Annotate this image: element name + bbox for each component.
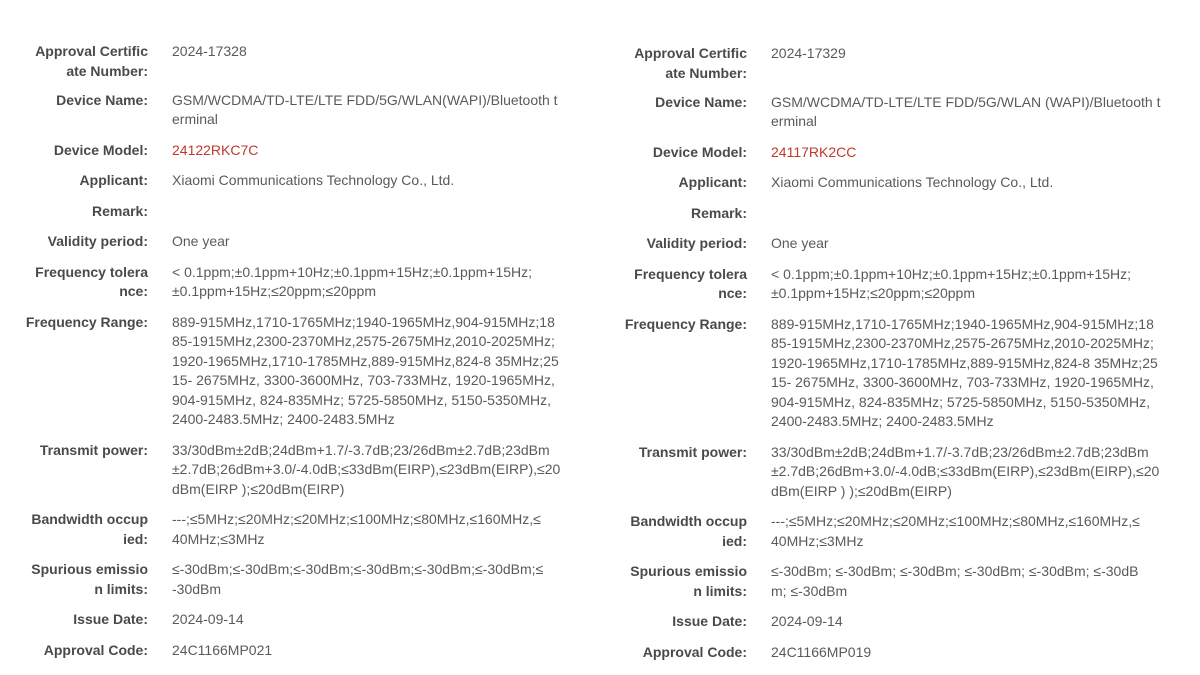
validity-label: Validity period:: [47, 233, 148, 249]
transmit-power-value: 33/30dBm±2dB;24dBm+1.7/-3.7dB;23/26dBm±2.7dB;23dBm ±2.7dB;26dBm+3.0/-4.0dB;≤33dBm(EIRP),≤23dBm(EIRP),≤20 dBm(EIRP ) );≤20dBm(EIRP): [771, 443, 1160, 499]
device-name-value: GSM/WCDMA/TD-LTE/LTE FDD/5G/WLAN (WAPI)/Bluetooth t erminal: [771, 93, 1161, 129]
bandwidth-label: Bandwidth occup ied:: [31, 511, 148, 547]
approval-code-value: 24C1166MP019: [771, 643, 872, 660]
device-name-row: [14, 91, 580, 130]
bandwidth-row: [613, 512, 1188, 551]
applicant-label: Applicant:: [79, 172, 148, 188]
remark-row: [613, 204, 1188, 224]
device-model-value: 24117RK2CC: [771, 143, 857, 160]
frequency-range-row: [14, 313, 580, 430]
validity-value: One year: [172, 233, 230, 249]
device-name-label: Device Name:: [655, 93, 747, 110]
transmit-power-label: Transmit power:: [638, 443, 747, 460]
device-model-label: Device Model:: [652, 143, 747, 160]
validity-row: [14, 232, 580, 252]
approval-code-value: 24C1166MP021: [172, 641, 273, 658]
validity-row: [613, 234, 1188, 254]
applicant-row: [613, 173, 1188, 193]
bandwidth-value: ---;≤5MHz;≤20MHz;≤20MHz;≤100MHz;≤80MHz,≤160MHz,≤ 40MHz;≤3MHz: [771, 513, 1140, 549]
approval-code-row: [613, 643, 1188, 663]
issue-date-row: [613, 612, 1188, 632]
bandwidth-row: [14, 510, 580, 549]
device-name-row: [613, 93, 1188, 132]
validity-value: One year: [771, 235, 829, 251]
frequency-tolerance-row: [613, 265, 1188, 304]
applicant-value: Xiaomi Communications Technology Co., Ltd.: [771, 174, 1054, 190]
device-model-label: Device Model:: [53, 141, 148, 158]
spurious-value: ≤-30dBm;≤-30dBm;≤-30dBm;≤-30dBm;≤-30dBm;≤-30dBm;≤ -30dBm: [172, 561, 544, 597]
spurious-value: ≤-30dBm; ≤-30dBm; ≤-30dBm; ≤-30dBm; ≤-30dBm; ≤-30dB m; ≤-30dBm: [771, 563, 1139, 599]
device-name-value: GSM/WCDMA/TD-LTE/LTE FDD/5G/WLAN(WAPI)/Bluetooth t erminal: [172, 91, 558, 127]
validity-label: Validity period:: [646, 235, 747, 251]
frequency-range-value: 889-915MHz,1710-1765MHz;1940-1965MHz,904-915MHz;18 85-1915MHz,2300-2370MHz,2575-2675MHz,2010-2025MHz; 1920-1965MHz,1710-1785MHz,889-915MHz,824-8 35MHz;25 15- 2675MHz, 3300-3600MHz, 703-733MHz, 1920-1965MHz, 904-915MHz, 824-835MHz; 5725-5850MHz, 5150-5350MHz, 2400-2483.5MHz; 2400-2483.5MHz: [771, 315, 1158, 429]
device-model-value: 24122RKC7C: [172, 141, 259, 158]
frequency-range-label: Frequency Range:: [624, 315, 747, 332]
frequency-range-label: Frequency Range:: [25, 313, 148, 330]
transmit-power-row: [14, 441, 580, 500]
approval-number-label: Approval Certific ate Number:: [634, 45, 747, 81]
bandwidth-label: Bandwidth occup ied:: [630, 513, 747, 549]
spurious-row: [613, 562, 1188, 601]
approval-number-row: [613, 44, 1188, 83]
certificate-panel-left: [14, 42, 580, 660]
transmit-power-value: 33/30dBm±2dB;24dBm+1.7/-3.7dB;23/26dBm±2.7dB;23dBm ±2.7dB;26dBm+3.0/-4.0dB;≤33dBm(EIRP),≤23dBm(EIRP),≤20 dBm(EIRP );≤20dBm(EIRP): [172, 441, 561, 497]
remark-label: Remark:: [690, 204, 747, 221]
issue-date-label: Issue Date:: [73, 611, 148, 627]
spurious-label: Spurious emissio n limits:: [31, 561, 148, 597]
approval-code-label: Approval Code:: [642, 643, 747, 660]
spurious-label: Spurious emissio n limits:: [630, 563, 747, 599]
device-model-row: [613, 143, 1188, 163]
issue-date-value: 2024-09-14: [771, 613, 843, 629]
frequency-tolerance-value: < 0.1ppm;±0.1ppm+10Hz;±0.1ppm+15Hz;±0.1ppm+15Hz; ±0.1ppm+15Hz;≤20ppm;≤20ppm: [172, 263, 533, 299]
approval-number-value: 2024-17329: [771, 45, 846, 61]
transmit-power-label: Transmit power:: [39, 441, 148, 458]
transmit-power-row: [613, 443, 1188, 502]
issue-date-label: Issue Date:: [672, 613, 747, 629]
frequency-tolerance-label: Frequency tolera nce:: [634, 265, 747, 301]
issue-date-value: 2024-09-14: [172, 611, 244, 627]
issue-date-row: [14, 610, 580, 630]
frequency-tolerance-label: Frequency tolera nce:: [35, 263, 148, 299]
applicant-label: Applicant:: [678, 174, 747, 190]
device-model-row: [14, 141, 580, 161]
spurious-row: [14, 560, 580, 599]
approval-code-row: [14, 641, 580, 661]
frequency-range-value: 889-915MHz,1710-1765MHz;1940-1965MHz,904-915MHz;18 85-1915MHz,2300-2370MHz,2575-2675MHz,2010-2025MHz; 1920-1965MHz,1710-1785MHz,889-915MHz,824-8 35MHz;25 15- 2675MHz, 3300-3600MHz, 703-733MHz, 1920-1965MHz, 904-915MHz, 824-835MHz; 5725-5850MHz, 5150-5350MHz, 2400-2483.5MHz; 2400-2483.5MHz: [172, 313, 559, 427]
frequency-tolerance-value: < 0.1ppm;±0.1ppm+10Hz;±0.1ppm+15Hz;±0.1ppm+15Hz; ±0.1ppm+15Hz;≤20ppm;≤20ppm: [771, 265, 1132, 301]
frequency-tolerance-row: [14, 263, 580, 302]
frequency-range-row: [613, 315, 1188, 432]
approval-number-label: Approval Certific ate Number:: [35, 43, 148, 79]
bandwidth-value: ---;≤5MHz;≤20MHz;≤20MHz;≤100MHz;≤80MHz,≤160MHz,≤ 40MHz;≤3MHz: [172, 511, 541, 547]
certificate-panel-right: [613, 44, 1188, 662]
applicant-value: Xiaomi Communications Technology Co., Ltd.: [172, 172, 455, 188]
approval-number-row: [14, 42, 580, 81]
remark-row: [14, 202, 580, 222]
remark-label: Remark:: [91, 202, 148, 219]
approval-code-label: Approval Code:: [43, 641, 148, 658]
approval-number-value: 2024-17328: [172, 43, 247, 59]
device-name-label: Device Name:: [56, 91, 148, 108]
applicant-row: [14, 171, 580, 191]
